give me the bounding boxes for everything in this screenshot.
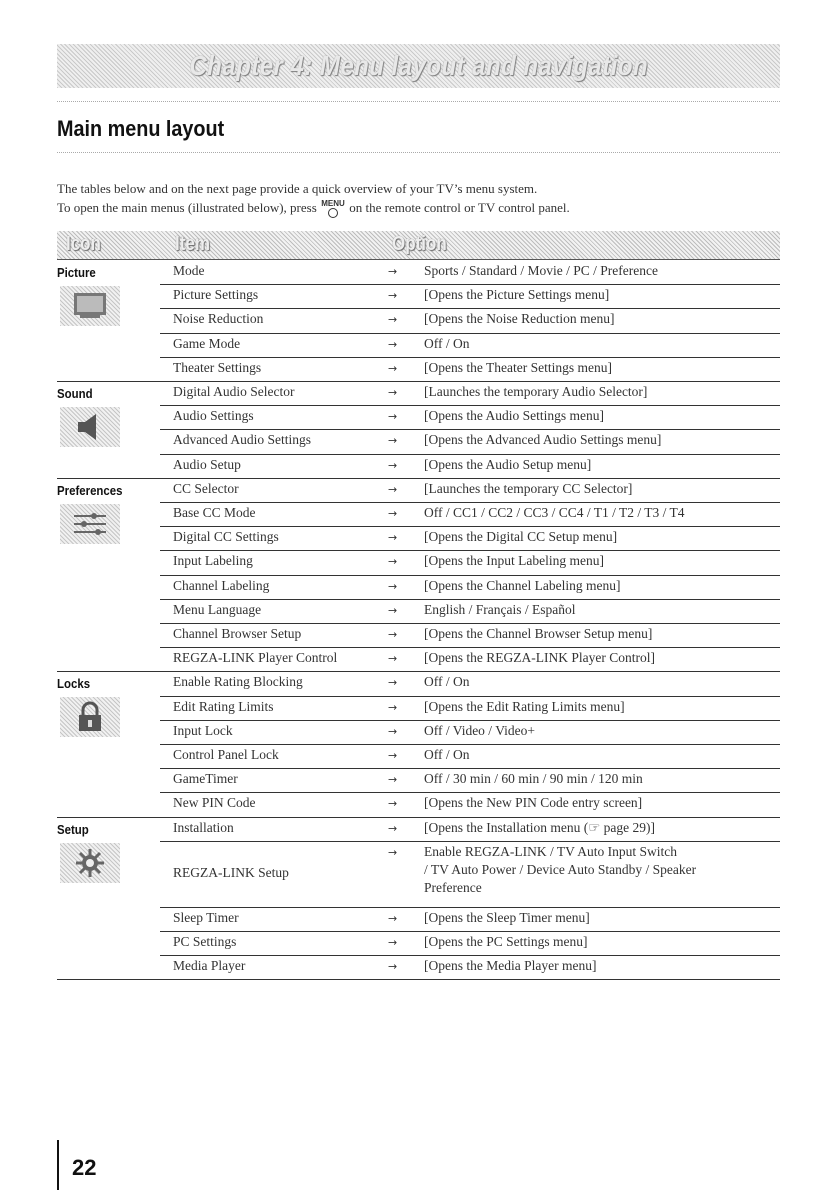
row-item: Mode (173, 263, 205, 278)
row-option: [Opens the Advanced Audio Settings menu] (424, 432, 662, 448)
row-option: [Opens the Audio Settings menu] (424, 408, 604, 424)
arrow-icon: → (388, 676, 398, 690)
row-option: [Opens the Channel Labeling menu] (424, 577, 621, 593)
row-item: Game Mode (173, 335, 241, 351)
arrow-icon: → (388, 845, 398, 859)
group-label-sound: Sound (57, 386, 93, 401)
arrow-icon: → (388, 434, 398, 448)
row-option: [Opens the Noise Reduction menu] (424, 311, 615, 327)
row-option: [Opens the Sleep Timer menu] (424, 909, 590, 925)
menu-button-icon: MENU (320, 200, 346, 218)
table-row (160, 429, 780, 454)
row-item: Sleep Timer (173, 909, 239, 925)
arrow-icon: → (388, 821, 398, 835)
arrow-icon: → (388, 700, 398, 714)
table-row (160, 308, 780, 333)
table-row (160, 720, 780, 745)
intro-line-2: To open the main menus (illustrated below), press MENU on the remote control or TV control panel. (57, 198, 570, 218)
group-divider (57, 478, 160, 479)
arrow-icon: → (388, 265, 398, 278)
row-option: [Opens the New PIN Code entry screen] (424, 795, 643, 811)
group-divider (57, 817, 160, 818)
row-option: Off / CC1 / CC2 / CC3 / CC4 / T1 / T2 / T3 / T4 (424, 505, 685, 520)
row-item: Enable Rating Blocking (173, 674, 303, 690)
row-option: [Opens the Picture Settings menu] (424, 287, 610, 303)
arrow-icon: → (388, 386, 398, 399)
arrow-icon: → (388, 579, 398, 593)
row-item: Installation (173, 819, 234, 835)
row-option: [Launches the temporary CC Selector] (424, 480, 633, 496)
table-row (160, 907, 780, 932)
row-option: [Opens the Installation menu (☞ page 29)] (424, 819, 656, 835)
row-option: Off / On (424, 747, 470, 762)
table-row (160, 526, 780, 551)
row-item: REGZA-LINK Setup (173, 864, 289, 880)
sliders-icon (60, 504, 120, 544)
table-row (160, 260, 780, 285)
table-row (160, 623, 780, 648)
table-row (160, 931, 780, 956)
table-row (160, 792, 780, 817)
speaker-icon (60, 407, 120, 447)
table-row (160, 550, 780, 575)
arrow-icon: → (388, 482, 398, 496)
row-item: Media Player (173, 958, 246, 974)
table-row (160, 333, 780, 358)
row-option: English / Français / Español (424, 601, 576, 617)
row-item: REGZA-LINK Player Control (173, 650, 338, 666)
row-item: Digital CC Settings (173, 529, 279, 545)
arrow-icon: → (388, 724, 398, 738)
row-option: [Opens the Channel Browser Setup menu] (424, 626, 653, 641)
group-divider (57, 381, 160, 382)
gear-icon (60, 843, 120, 883)
row-item: PC Settings (173, 934, 237, 949)
arrow-icon: → (388, 936, 398, 949)
header-item: Item (175, 233, 210, 255)
row-item: Edit Rating Limits (173, 698, 274, 714)
arrow-icon: → (388, 289, 398, 303)
table-row (160, 696, 780, 721)
table-row (160, 841, 780, 908)
title-rule-bottom (57, 152, 780, 153)
group-label-picture: Picture (57, 265, 96, 280)
arrow-icon: → (388, 911, 398, 925)
row-item: Input Labeling (173, 553, 253, 569)
table-row (160, 599, 780, 624)
row-option: Off / On (424, 674, 470, 690)
row-option: [Opens the Input Labeling menu] (424, 553, 604, 569)
row-item: Picture Settings (173, 287, 259, 303)
row-option: [Opens the Theater Settings menu] (424, 359, 612, 375)
group-label-locks: Locks (57, 676, 91, 692)
arrow-icon: → (388, 960, 398, 974)
row-item: Control Panel Lock (173, 747, 279, 762)
intro-line-1: The tables below and on the next page provide a quick overview of your TV’s menu system. (57, 181, 538, 196)
row-option: [Opens the Audio Setup menu] (424, 456, 592, 472)
table-row (160, 647, 780, 672)
chapter-title: Chapter 4: Menu layout and navigation (189, 50, 648, 81)
group-divider (57, 671, 160, 672)
row-item: Channel Browser Setup (173, 626, 302, 641)
table-row (160, 575, 780, 600)
arrow-icon: → (388, 628, 398, 641)
table-row (160, 381, 780, 406)
row-item: Menu Language (173, 601, 262, 617)
header-option: Option (392, 233, 447, 255)
table-row (160, 955, 780, 980)
title-rule-top (57, 101, 780, 102)
table-row (160, 478, 780, 503)
row-item: Audio Settings (173, 408, 254, 424)
arrow-icon: → (388, 313, 398, 327)
row-option: [Opens the Digital CC Setup menu] (424, 529, 618, 545)
padlock-icon (60, 697, 120, 737)
arrow-icon: → (388, 555, 398, 569)
row-item: New PIN Code (173, 795, 256, 811)
row-item: Advanced Audio Settings (173, 432, 311, 448)
page-number: 22 (72, 1155, 97, 1180)
row-option: Off / Video / Video+ (424, 722, 535, 738)
arrow-icon: → (388, 410, 398, 424)
row-item: Base CC Mode (173, 505, 256, 520)
group-label-preferences: Preferences (57, 482, 123, 498)
table-row (160, 284, 780, 309)
row-item: Audio Setup (173, 456, 241, 472)
row-option: [Opens the PC Settings menu] (424, 934, 588, 949)
row-option: Sports / Standard / Movie / PC / Preference (424, 263, 658, 278)
row-option: Off / On (424, 335, 470, 351)
table-row (160, 357, 780, 382)
row-item: Channel Labeling (173, 577, 270, 593)
row-option: Enable REGZA-LINK / TV Auto Input Switch / TV Auto Power / Device Auto Standby / Speaker Preference (424, 843, 697, 895)
arrow-icon: → (388, 337, 398, 351)
table-row (160, 671, 780, 696)
group-label-setup: Setup (57, 821, 89, 837)
table-header (57, 231, 780, 260)
arrow-icon: → (388, 797, 398, 811)
arrow-icon: → (388, 749, 398, 762)
row-item: CC Selector (173, 480, 239, 496)
row-item: GameTimer (173, 771, 238, 787)
row-item: Theater Settings (173, 359, 262, 375)
arrow-icon: → (388, 531, 398, 545)
table-row (160, 768, 780, 793)
row-option: [Opens the Media Player menu] (424, 958, 597, 974)
arrow-icon: → (388, 773, 398, 787)
chapter-banner (57, 44, 780, 88)
arrow-icon: → (388, 652, 398, 666)
header-icon: Icon (66, 233, 101, 255)
table-row (160, 405, 780, 430)
table-row (160, 454, 780, 479)
row-option: [Opens the REGZA-LINK Player Control] (424, 650, 655, 666)
row-item: Noise Reduction (173, 311, 264, 327)
table-row (160, 817, 780, 842)
row-item: Digital Audio Selector (173, 384, 295, 399)
row-option: [Opens the Edit Rating Limits menu] (424, 698, 625, 714)
row-option: [Launches the temporary Audio Selector] (424, 384, 648, 399)
page-bar (57, 1140, 59, 1190)
tv-screen-icon (60, 286, 120, 326)
intro-text (57, 179, 570, 218)
table-row (160, 502, 780, 527)
arrow-icon: → (388, 507, 398, 520)
row-option: Off / 30 min / 60 min / 90 min / 120 min (424, 771, 643, 787)
row-item: Input Lock (173, 722, 233, 738)
arrow-icon: → (388, 361, 398, 375)
arrow-icon: → (388, 458, 398, 472)
arrow-icon: → (388, 603, 398, 617)
group-divider (57, 979, 160, 980)
section-title: Main menu layout (57, 116, 225, 141)
table-row (160, 744, 780, 769)
